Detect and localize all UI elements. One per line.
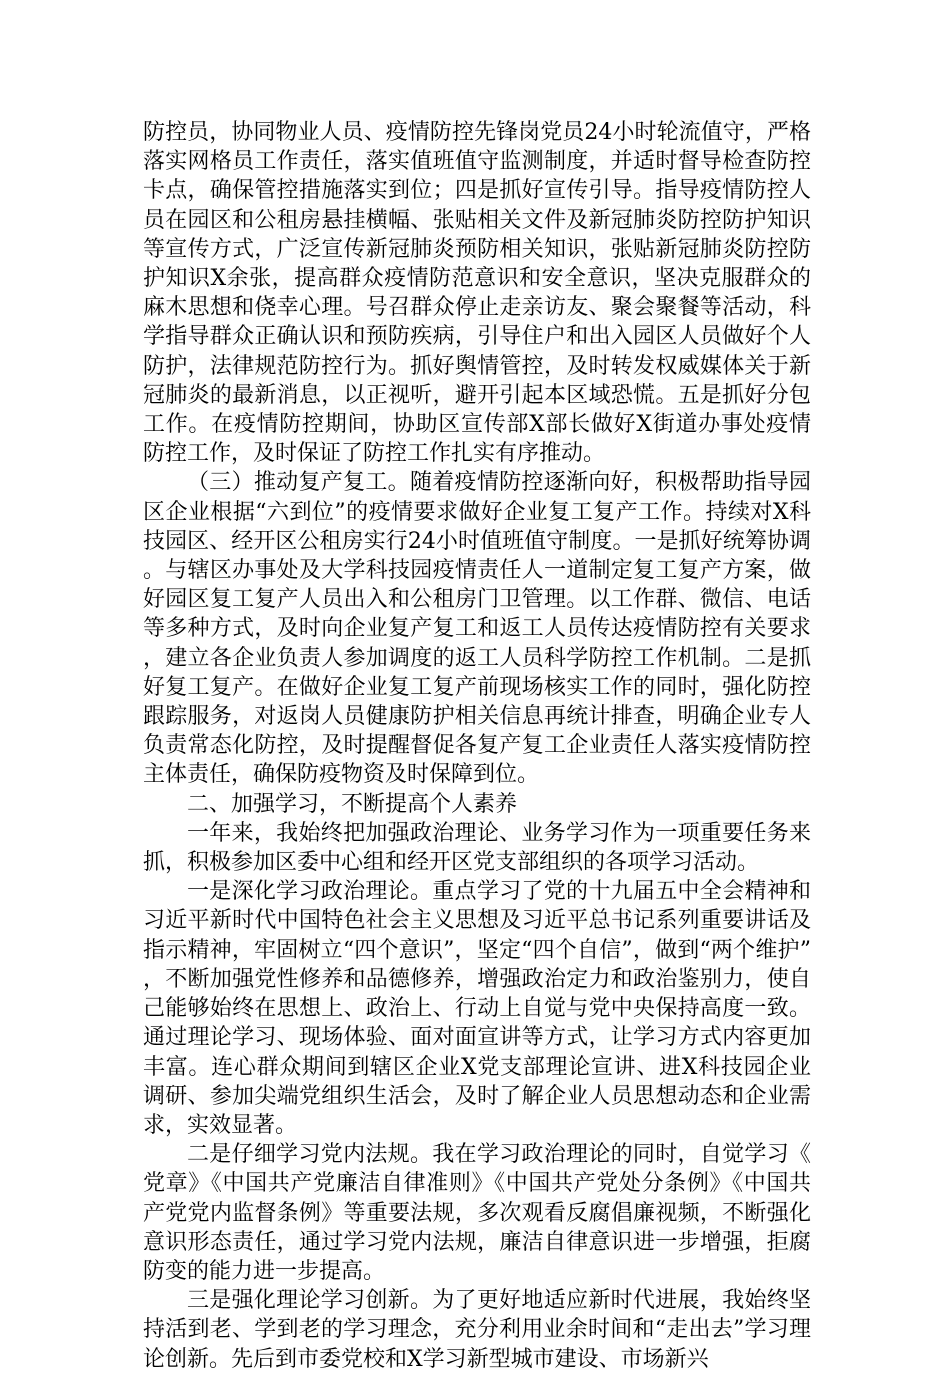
paragraph-study-overview: 一年来，我始终把加强政治理论、业务学习作为一项重要任务来抓，积极参加区委中心组和经开区党支部组织的各项学习活动。 [143, 820, 811, 876]
document-page [143, 118, 811, 1374]
paragraph-resume-production: （三）推动复产复工。随着疫情防控逐渐向好，积极帮助指导园区企业根据“六到位”的疫情要求做好企业复工复产工作。持续对X科技园区、经开区公租房实行24小时值班值守制度。一是抓好统筹协调。与辖区办事处及大学科技园疫情责任人一道制定复工复产方案，做好园区复工复产人员出入和公租房门卫管理。以工作群、微信、电话等多种方式，及时向企业复产复工和返工人员传达疫情防控有关要求，建立各企业负责人参加调度的返工人员科学防控工作机制。二是抓好复工复产。在做好企业复工复产前现场核实工作的同时，强化防控跟踪服务，对返岗人员健康防护相关信息再统计排查，明确企业专人负责常态化防控，及时提醒督促各复产复工企业责任人落实疫情防控主体责任，确保防疫物资及时保障到位。 [143, 470, 811, 788]
section-heading-study: 二、加强学习，不断提高个人素养 [187, 791, 518, 817]
paragraph-political-theory: 一是深化学习政治理论。重点学习了党的十九届五中全会精神和习近平新时代中国特色社会主义思想及习近平总书记系列重要讲话及指示精神，牢固树立“四个意识”，坚定“四个自信”，做到“两个维护”，不断加强党性修养和品德修养，增强政治定力和政治鉴别力，使自己能够始终在思想上、政治上、行动上自觉与党中央保持高度一致。通过理论学习、现场体验、面对面宣讲等方式，让学习方式内容更加丰富。连心群众期间到辖区企业X党支部理论宣讲、进X科技园企业调研、参加尖端党组织生活会，及时了解企业人员思想动态和企业需求，实效显著。 [143, 879, 811, 1138]
paragraph-party-regulations: 二是仔细学习党内法规。我在学习政治理论的同时，自觉学习《党章》《中国共产党廉洁自律准则》《中国共产党处分条例》《中国共产党党内监督条例》等重要法规，多次观看反腐倡廉视频，不断强化意识形态责任，通过学习党内法规，廉洁自律意识进一步增强，拒腐防变的能力进一步提高。 [143, 1142, 811, 1284]
paragraph-epidemic-control-duties: 防控员，协同物业人员、疫情防控先锋岗党员24小时轮流值守，严格落实网格员工作责任，落实值班值守监测制度，并适时督导检查防控卡点，确保管控措施落实到位；四是抓好宣传引导。指导疫情防控人员在园区和公租房悬挂横幅、张贴相关文件及新冠肺炎防控防护知识等宣传方式，广泛宣传新冠肺炎预防相关知识，张贴新冠肺炎防控防护知识X余张，提高群众疫情防范意识和安全意识，坚决克服群众的麻木思想和侥幸心理。号召群众停止走亲访友、聚会聚餐等活动，科学指导群众正确认识和预防疾病，引导住户和出入园区人员做好个人防护，法律规范防控行为。抓好舆情管控，及时转发权威媒体关于新冠肺炎的最新消息，以正视听，避开引起本区域恐慌。五是抓好分包工作。在疫情防控期间，协助区宣传部X部长做好X街道办事处疫情防控工作，及时保证了防控工作扎实有序推动。 [143, 120, 811, 467]
paragraph-theory-innovation: 三是强化理论学习创新。为了更好地适应新时代进展，我始终坚持活到老、学到老的学习理念，充分利用业余时间和“走出去”学习理论创新。先后到市委党校和X学习新型城市建设、市场新兴 [143, 1288, 811, 1372]
